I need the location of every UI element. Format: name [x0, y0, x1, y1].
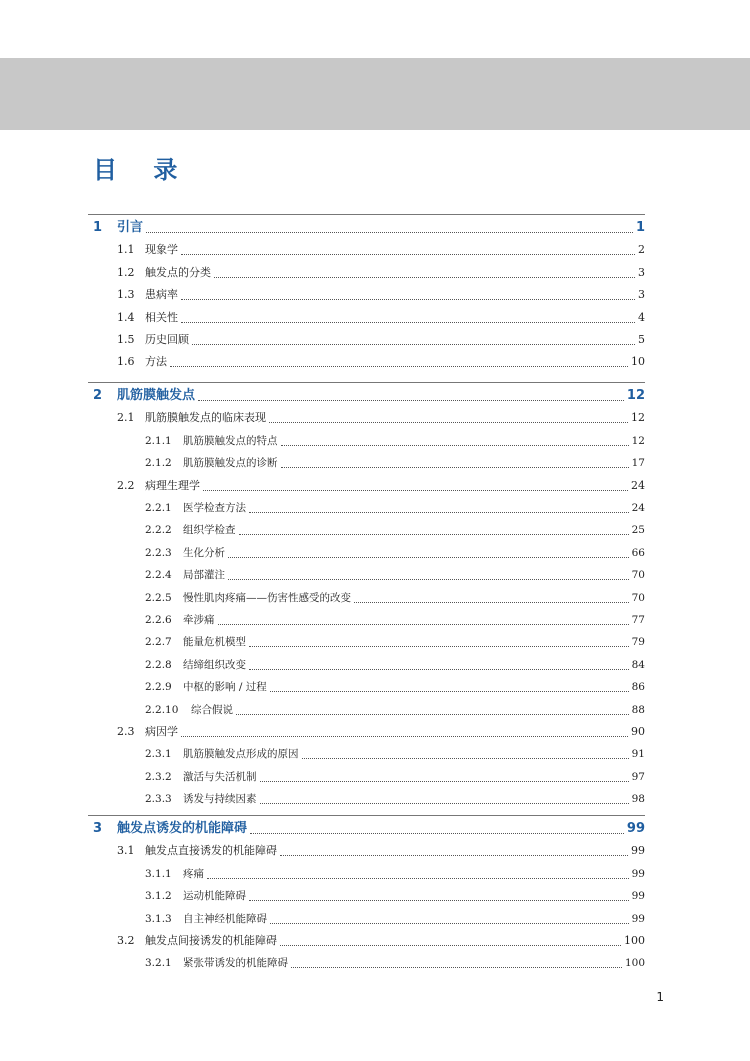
dot-leader [239, 533, 629, 535]
toc-subsection-entry[interactable] [145, 432, 645, 450]
toc-title: 能量危机模型 [183, 636, 246, 648]
toc-subsection-entry[interactable] [145, 954, 645, 972]
toc-number: 3.1.1 [145, 868, 172, 880]
toc-number: 2.2.10 [145, 704, 179, 716]
toc-number: 2.1.2 [145, 457, 172, 469]
toc-title: 运动机能障碍 [183, 890, 246, 902]
toc-section-entry[interactable] [117, 286, 645, 304]
dot-leader [269, 421, 628, 423]
toc-subsection-entry[interactable] [145, 566, 645, 584]
toc-section-entry[interactable] [117, 264, 645, 282]
toc-title: 病理生理学 [145, 479, 200, 492]
toc-page-number: 77 [631, 614, 645, 626]
toc-title: 肌筋膜触发点 [117, 388, 196, 403]
toc-title: 医学检查方法 [183, 502, 246, 514]
toc-title: 病因学 [145, 725, 178, 738]
toc-title: 激活与失活机制 [183, 771, 257, 783]
toc-subsection-entry[interactable] [145, 611, 645, 629]
toc-number: 2.2.3 [145, 547, 172, 559]
dot-leader [181, 735, 628, 737]
toc-number: 3.1.3 [145, 913, 172, 925]
toc-subsection-entry[interactable] [145, 887, 645, 905]
dot-leader [270, 922, 629, 924]
toc-page-number: 100 [624, 957, 645, 969]
toc-title: 触发点间接诱发的机能障碍 [145, 934, 277, 947]
toc-page-number: 12 [631, 411, 645, 424]
toc-number: 3.1 [117, 844, 135, 857]
toc-title: 引言 [117, 220, 144, 235]
page-title: 目 录 [93, 156, 192, 184]
toc-section-entry[interactable] [117, 409, 645, 427]
dot-leader [260, 802, 629, 804]
toc-subsection-entry[interactable] [145, 910, 645, 928]
toc-section-entry[interactable] [117, 309, 645, 327]
toc-number: 2.2.8 [145, 659, 172, 671]
toc-section-entry[interactable] [117, 723, 645, 741]
page-number: 1 [656, 990, 664, 1004]
toc-number: 2.2.1 [145, 502, 172, 514]
toc-number: 2.3.1 [145, 748, 172, 760]
dot-leader [249, 511, 629, 513]
dot-leader [146, 231, 633, 233]
toc-number: 3.1.2 [145, 890, 172, 902]
toc-page-number: 99 [631, 868, 645, 880]
toc-chapter-entry[interactable] [93, 219, 645, 237]
toc-subsection-entry[interactable] [145, 544, 645, 562]
toc-subsection-entry[interactable] [145, 633, 645, 651]
chapter-divider [88, 214, 645, 215]
toc-number: 3.2 [117, 934, 135, 947]
toc-number: 2.2.9 [145, 681, 172, 693]
toc-chapter-entry[interactable] [93, 387, 645, 405]
toc-title: 肌筋膜触发点形成的原因 [183, 748, 299, 760]
dot-leader [236, 713, 629, 715]
dot-leader [181, 298, 635, 300]
toc-number: 2.2.2 [145, 524, 172, 536]
toc-subsection-entry[interactable] [145, 865, 645, 883]
toc-number: 2.3.2 [145, 771, 172, 783]
toc-subsection-entry[interactable] [145, 745, 645, 763]
toc-page-number: 99 [631, 913, 645, 925]
toc-page-number: 91 [631, 748, 645, 760]
toc-title: 现象学 [145, 243, 178, 256]
toc-subsection-entry[interactable] [145, 768, 645, 786]
toc-number: 2.3.3 [145, 793, 172, 805]
toc-section-entry[interactable] [117, 331, 645, 349]
dot-leader [192, 343, 635, 345]
toc-title: 自主神经机能障碍 [183, 913, 267, 925]
dot-leader [228, 578, 629, 580]
toc-subsection-entry[interactable] [145, 701, 645, 719]
toc-number: 1.2 [117, 266, 135, 279]
dot-leader [228, 556, 629, 558]
toc-number: 2.2.5 [145, 592, 172, 604]
toc-page-number: 86 [631, 681, 645, 693]
toc-page-number: 3 [638, 266, 645, 279]
dot-leader [260, 780, 629, 782]
toc-number: 1.3 [117, 288, 135, 301]
toc-subsection-entry[interactable] [145, 454, 645, 472]
toc-page-number: 12 [631, 435, 645, 447]
dot-leader [249, 668, 629, 670]
toc-title: 中枢的影响 / 过程 [183, 681, 267, 693]
toc-title: 局部灌注 [183, 569, 225, 581]
dot-leader [280, 854, 628, 856]
toc-title: 肌筋膜触发点的临床表现 [145, 411, 266, 424]
toc-section-entry[interactable] [117, 842, 645, 860]
toc-page-number: 5 [638, 333, 645, 346]
header-band [0, 58, 750, 130]
toc-number: 1.6 [117, 355, 135, 368]
toc-number: 3.2.1 [145, 957, 172, 969]
toc-title: 牵涉痛 [183, 614, 215, 626]
toc-chapter-entry[interactable] [93, 820, 645, 838]
dot-leader [198, 399, 624, 401]
toc-title: 诱发与持续因素 [183, 793, 257, 805]
toc-number: 2.3 [117, 725, 135, 738]
dot-leader [207, 877, 629, 879]
dot-leader [214, 276, 635, 278]
toc-page-number: 84 [631, 659, 645, 671]
toc-number: 1.1 [117, 243, 135, 256]
toc-title: 触发点诱发的机能障碍 [117, 821, 248, 836]
toc-number: 1.4 [117, 311, 135, 324]
toc-page-number: 4 [638, 311, 645, 324]
toc-page-number: 99 [631, 890, 645, 902]
toc-page-number: 25 [631, 524, 645, 536]
toc-page-number: 88 [631, 704, 645, 716]
toc-title: 组织学检查 [183, 524, 236, 536]
dot-leader [218, 623, 629, 625]
toc-number: 2.2.4 [145, 569, 172, 581]
dot-leader [249, 645, 629, 647]
dot-leader [291, 966, 622, 968]
dot-leader [203, 489, 628, 491]
toc-title: 历史回顾 [145, 333, 189, 346]
toc-page-number: 24 [631, 479, 645, 492]
toc-page-number: 66 [631, 547, 645, 559]
toc-number: 2.1.1 [145, 435, 172, 447]
toc-title: 触发点的分类 [145, 266, 211, 279]
dot-leader [170, 365, 628, 367]
toc-page-number: 1 [635, 220, 645, 235]
toc-number: 1.5 [117, 333, 135, 346]
toc-page-number: 97 [631, 771, 645, 783]
toc-page-number: 99 [631, 844, 645, 857]
dot-leader [354, 601, 629, 603]
toc-number: 2.2.7 [145, 636, 172, 648]
toc-page-number: 70 [631, 592, 645, 604]
toc-page-number: 70 [631, 569, 645, 581]
toc-page-number: 98 [631, 793, 645, 805]
dot-leader [270, 690, 629, 692]
toc-section-entry[interactable] [117, 932, 645, 950]
toc-title: 疼痛 [183, 868, 204, 880]
toc-page-number: 3 [638, 288, 645, 301]
toc-subsection-entry[interactable] [145, 589, 645, 607]
toc-subsection-entry[interactable] [145, 521, 645, 539]
dot-leader [281, 466, 629, 468]
dot-leader [181, 253, 635, 255]
toc-title: 综合假说 [191, 704, 233, 716]
toc-subsection-entry[interactable] [145, 790, 645, 808]
toc-page-number: 90 [631, 725, 645, 738]
toc-title: 触发点直接诱发的机能障碍 [145, 844, 277, 857]
toc-number: 1 [93, 220, 103, 235]
dot-leader [249, 899, 629, 901]
toc-title: 肌筋膜触发点的特点 [183, 435, 278, 447]
toc-page-number: 100 [624, 934, 645, 947]
dot-leader [302, 757, 629, 759]
toc-title: 慢性肌肉疼痛——伤害性感受的改变 [183, 592, 351, 604]
dot-leader [250, 832, 624, 834]
toc-number: 3 [93, 821, 103, 836]
chapter-divider [88, 382, 645, 383]
toc-number: 2.2 [117, 479, 135, 492]
toc-section-entry[interactable] [117, 477, 645, 495]
dot-leader [281, 444, 629, 446]
toc-section-entry[interactable] [117, 241, 645, 259]
toc-page-number: 24 [631, 502, 645, 514]
dot-leader [280, 944, 621, 946]
toc-title: 结缔组织改变 [183, 659, 246, 671]
toc-page-number: 17 [631, 457, 645, 469]
toc-title: 紧张带诱发的机能障碍 [183, 957, 288, 969]
toc-page-number: 79 [631, 636, 645, 648]
toc-subsection-entry[interactable] [145, 678, 645, 696]
toc-title: 患病率 [145, 288, 178, 301]
chapter-divider [88, 815, 645, 816]
toc-title: 方法 [145, 355, 167, 368]
toc-page-number: 2 [638, 243, 645, 256]
toc-page-number: 10 [631, 355, 645, 368]
toc-title: 相关性 [145, 311, 178, 324]
toc-subsection-entry[interactable] [145, 656, 645, 674]
toc-page-number: 12 [626, 388, 645, 403]
toc-subsection-entry[interactable] [145, 499, 645, 517]
toc-number: 2.2.6 [145, 614, 172, 626]
toc-section-entry[interactable] [117, 353, 645, 371]
toc-number: 2.1 [117, 411, 135, 424]
toc-title: 肌筋膜触发点的诊断 [183, 457, 278, 469]
toc-page-number: 99 [626, 821, 645, 836]
toc-title: 生化分析 [183, 547, 225, 559]
dot-leader [181, 321, 635, 323]
toc-number: 2 [93, 388, 103, 403]
